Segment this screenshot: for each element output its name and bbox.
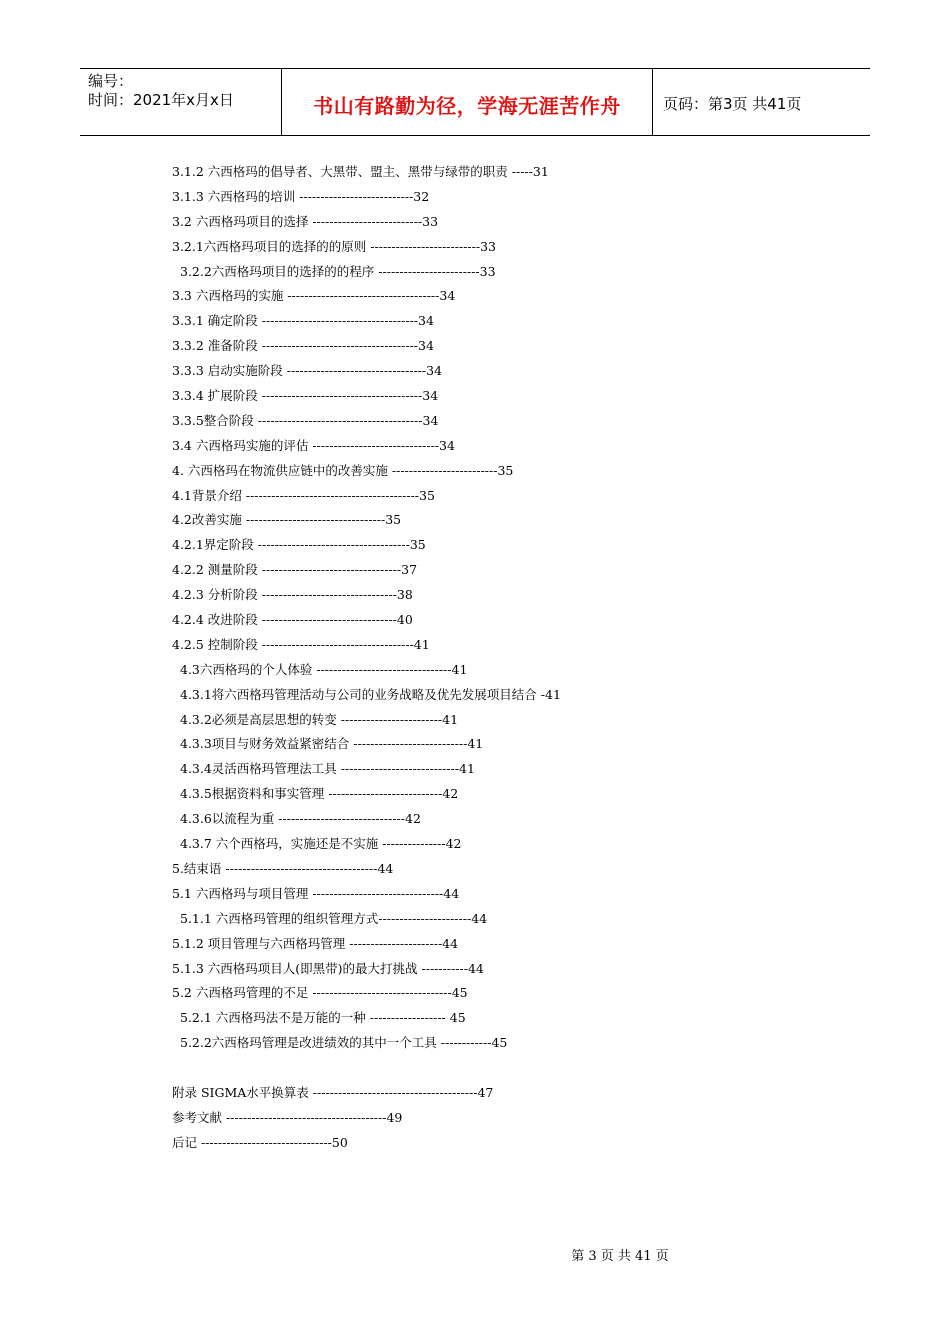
toc-entry[interactable]: 3.3.1 确定阶段 -------------------------------------34 (172, 313, 434, 329)
toc-entry[interactable]: 4.3.6以流程为重 ------------------------------42 (180, 811, 421, 827)
toc-entry[interactable]: 3.3.5整合阶段 ---------------------------------------34 (172, 412, 439, 428)
toc-entry[interactable]: 5.2.2六西格玛管理是改进绩效的其中一个工具 ------------45 (180, 1035, 508, 1051)
toc-entry[interactable]: 5.1.1 六西格玛管理的组织管理方式----------------------44 (180, 910, 488, 926)
toc-entry[interactable]: 5.2 六西格玛管理的不足 ---------------------------------45 (172, 985, 468, 1001)
toc-entry[interactable]: 4.2.3 分析阶段 --------------------------------38 (172, 587, 413, 603)
document-number-label: 编号： (88, 72, 134, 90)
toc-entry[interactable]: 5.1.3 六西格玛项目人(即黑带)的最大打挑战 -----------44 (172, 960, 484, 976)
toc-entry[interactable]: 4.2.2 测量阶段 ---------------------------------37 (172, 562, 418, 578)
toc-entry[interactable]: 4.2改善实施 ---------------------------------35 (172, 512, 402, 528)
toc-entry[interactable]: 4.2.1界定阶段 ------------------------------------35 (172, 537, 426, 553)
toc-entry[interactable]: 3.1.2 六西格玛的倡导者、大黑带、盟主、黑带与绿带的职责 -----31 (172, 164, 549, 179)
toc-entry[interactable]: 3.3.3 启动实施阶段 ---------------------------------34 (172, 363, 443, 379)
toc-entry[interactable]: 5.结束语 ------------------------------------44 (172, 860, 394, 876)
toc-entry[interactable]: 4.1背景介绍 -----------------------------------------35 (172, 487, 435, 503)
toc-entry[interactable]: 4.3.2必须是高层思想的转变 ------------------------41 (180, 711, 459, 727)
toc-entry[interactable]: 5.1.2 项目管理与六西格玛管理 ----------------------44 (172, 935, 459, 951)
header-meta (80, 69, 281, 135)
toc-entry[interactable]: 3.2 六西格玛项目的选择 --------------------------33 (172, 213, 439, 229)
table-of-contents (172, 160, 642, 1156)
toc-entry[interactable]: 4.3.5根据资料和事实管理 ---------------------------42 (180, 786, 459, 802)
toc-entry[interactable]: 3.3.2 准备阶段 -------------------------------------34 (172, 338, 434, 354)
toc-entry[interactable]: 4. 六西格玛在物流供应链中的改善实施 -------------------------35 (172, 462, 514, 478)
toc-entry[interactable]: 附录 SIGMA水平换算表 ---------------------------------------47 (172, 1085, 494, 1101)
toc-entry[interactable]: 3.2.1六西格玛项目的选择的的原则 --------------------------33 (172, 238, 496, 254)
toc-entry[interactable]: 4.3.7 六个西格玛，实施还是不实施 ---------------42 (180, 836, 462, 852)
toc-entry[interactable]: 4.2.4 改进阶段 --------------------------------40 (172, 612, 413, 628)
toc-entry[interactable]: 3.3.4 扩展阶段 --------------------------------------34 (172, 388, 439, 404)
toc-entry[interactable]: 3.2.2六西格玛项目的选择的的程序 ------------------------33 (180, 263, 496, 279)
toc-entry[interactable]: 4.2.5 控制阶段 ------------------------------------41 (172, 636, 430, 652)
toc-entry[interactable]: 4.3.1将六西格玛管理活动与公司的业务战略及优先发展项目结合 -41 (180, 686, 561, 702)
header-motto: 书山有路勤为径，学海无涯苦作舟 (281, 69, 653, 135)
toc-entry[interactable]: 5.1 六西格玛与项目管理 -------------------------------44 (172, 885, 460, 901)
toc-entry[interactable]: 3.4 六西格玛实施的评估 ------------------------------34 (172, 437, 455, 453)
toc-entry[interactable]: 3.3 六西格玛的实施 ------------------------------------34 (172, 288, 456, 304)
document-date-label: 时间：2021年x月x日 (88, 91, 234, 109)
page-header (80, 68, 870, 136)
toc-entry[interactable]: 5.2.1 六西格玛法不是万能的一种 ------------------ 45 (180, 1010, 466, 1026)
toc-entry[interactable]: 4.3.4灵活西格玛管理法工具 ----------------------------41 (180, 761, 475, 777)
toc-entry[interactable]: 4.3六西格玛的个人体验 --------------------------------41 (180, 661, 468, 677)
page-footer: 第 3 页 共 41 页 (571, 1249, 669, 1264)
toc-entry[interactable]: 4.3.3项目与财务效益紧密结合 ---------------------------41 (180, 736, 484, 752)
toc-entry[interactable]: 3.1.3 六西格玛的培训 ---------------------------32 (172, 188, 430, 204)
toc-entry[interactable]: 后记 -------------------------------50 (172, 1134, 348, 1150)
header-page-label: 页码：第3页 共41页 (663, 94, 802, 113)
toc-entry[interactable]: 参考文献 --------------------------------------49 (172, 1109, 403, 1125)
